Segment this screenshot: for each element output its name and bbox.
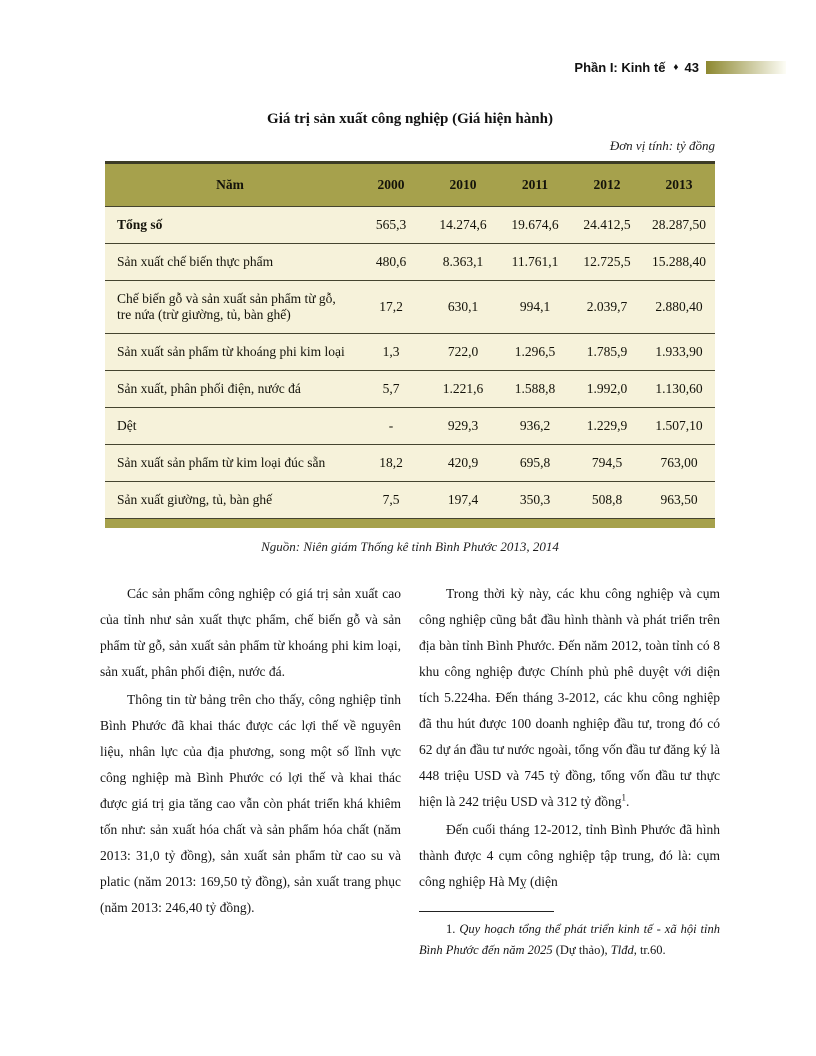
table-row [105,207,715,244]
paragraph: Các sản phẩm công nghiệp có giá trị sản xuất cao của tỉnh như sản xuất thực phẩm, chế biến gỗ và sản phẩm từ gỗ, sản xuất sản phẩm từ khoáng phi kim loại, sản xuất, phân phối điện, nước đá. [100,586,401,679]
cell-value: 929,3 [447,418,479,433]
cell-value: 565,3 [375,217,407,232]
section-title: Phần I: Kinh tế [574,60,666,75]
cell-value: 1.588,8 [514,381,556,396]
cell-value: 1.933,90 [655,344,703,359]
table-header-row [105,163,715,207]
running-header [0,0,816,75]
cell-value: 722,0 [447,344,479,359]
table-bottom-bar [105,518,715,528]
col-header-2012: 2012 [593,177,621,192]
table-section [105,111,715,555]
footnote-reference: 1 [621,792,626,803]
row-label: Tổng số [117,217,163,232]
footnote-number: 1. [446,922,460,936]
cell-value: 2.880,40 [655,299,703,314]
cell-value: 24.412,5 [583,217,631,232]
paragraph: Đến cuối tháng 12-2012, tỉnh Bình Phước đã hình thành được 4 cụm công nghiệp tập trung, đó là: cụm công nghiệp Hà Mỵ (diện [419,822,720,889]
table-row [105,482,715,519]
cell-value: 5,7 [382,381,400,396]
cell-value: 12.725,5 [583,254,631,269]
cell-value: 350,3 [519,492,551,507]
table-row [105,334,715,371]
cell-value: 197,4 [447,492,479,507]
cell-value: 14.274,6 [439,217,487,232]
col-header-2000: 2000 [377,177,405,192]
cell-value: 1.130,60 [655,381,703,396]
col-header-2013: 2013 [665,177,693,192]
right-column [419,581,720,961]
cell-value: 794,5 [591,455,623,470]
table-row [105,281,715,334]
cell-value: 508,8 [591,492,623,507]
cell-value: - [388,418,394,433]
paragraph [419,581,720,815]
row-label: Sản xuất chế biến thực phẩm [117,254,274,269]
cell-value: 19.674,6 [511,217,559,232]
cell-value: 18,2 [379,455,403,470]
footnote-tldd: Tlđd [610,943,634,957]
left-column [100,581,401,961]
table-row [105,408,715,445]
row-label: Sản xuất sản phẩm từ khoáng phi kim loại [117,344,345,359]
table-body [105,207,715,519]
col-header-2011: 2011 [521,177,549,192]
row-label: Sản xuất sản phẩm từ kim loại đúc sẵn [117,455,326,470]
table-title: Giá trị sản xuất công nghiệp (Giá hiện hành) [267,111,553,127]
table-header [105,163,715,207]
cell-value: 963,50 [660,492,698,507]
diamond-icon: ♦ [673,62,679,73]
cell-value: 1.229,9 [586,418,628,433]
cell-value: 28.287,50 [652,217,706,232]
paragraph-text: . [625,794,630,809]
table-source: Nguồn: Niên giám Thống kê tỉnh Bình Phước 2013, 2014 [261,539,559,554]
page-number: 43 [684,60,699,75]
row-label: Chế biến gỗ và sản xuất sản phẩm từ gỗ, tre nứa (trừ giường, tủ, bàn ghế) [117,291,336,322]
footnote-title: Quy hoạch tổng thể phát triển kinh tế - xã hội tỉnh Bình Phước đến năm 2025 [419,922,720,957]
cell-value: 11.761,1 [511,254,559,269]
cell-value: 8.363,1 [442,254,484,269]
footnote-middle: (Dự thảo), [555,943,611,957]
cell-value: 7,5 [382,492,400,507]
table-row [105,445,715,482]
cell-value: 480,6 [375,254,407,269]
footnote-text [419,919,720,961]
cell-value: 695,8 [519,455,551,470]
cell-value: 936,2 [519,418,551,433]
cell-value: 1.296,5 [514,344,556,359]
col-header-2010: 2010 [449,177,477,192]
cell-value: 630,1 [447,299,479,314]
cell-value: 763,00 [660,455,698,470]
table-row [105,371,715,408]
body-text [100,581,720,961]
cell-value: 1.992,0 [586,381,628,396]
paragraph: Thông tin từ bảng trên cho thấy, công nghiệp tỉnh Bình Phước đã khai thác được các lợi thế về nguyên liệu, nhân lực của địa phương, song một số lĩnh vực công nghiệp mà Bình Phước có lợi thế và khai thác được giá trị gia tăng cao vẫn còn phát triển khá khiêm tốn như: sản xuất hóa chất và sản phẩm hóa chất (năm 2013: 31,0 tỷ đồng), sản xuất sản phẩm từ cao su và platic (năm 2013: 169,50 tỷ đồng), sản xuất trang phục (năm 2013: 246,40 tỷ đồng). [100,692,401,915]
cell-value: 1.507,10 [655,418,703,433]
row-label: Dệt [117,418,137,433]
row-label: Sản xuất, phân phối điện, nước đá [117,381,301,396]
cell-value: 1.221,6 [442,381,484,396]
cell-value: 1.785,9 [586,344,628,359]
table-row [105,244,715,281]
cell-value: 1,3 [382,344,400,359]
cell-value: 994,1 [519,299,551,314]
cell-value: 15.288,40 [652,254,706,269]
paragraph-text: Trong thời kỳ này, các khu công nghiệp và cụm công nghiệp cũng bắt đầu hình thành và phát triển trên địa bàn tỉnh Bình Phước. Đến năm 2012, toàn tỉnh có 8 khu công nghiệp được Chính phủ phê duyệt với diện tích 5.224ha. Đến tháng 3-2012, các khu công nghiệp đã thu hút được 100 doanh nghiệp đầu tư, trong đó có 62 dự án đầu tư nước ngoài, tổng vốn đầu tư đăng ký là 448 triệu USD và 745 tỷ đồng, tổng vốn đầu tư thực hiện là 242 triệu USD và 312 tỷ đồng [419,586,720,809]
cell-value: 420,9 [447,455,479,470]
footnote-block [419,911,720,961]
footnote-separator [419,911,554,912]
header-gradient-bar [706,61,786,74]
row-label: Sản xuất giường, tủ, bàn ghế [117,492,273,507]
cell-value: 2.039,7 [586,299,628,314]
industrial-production-table [105,161,715,518]
cell-value: 17,2 [379,299,403,314]
col-header-nam: Năm [216,177,244,192]
footnote-end: , tr.60. [633,943,666,957]
unit-note: Đơn vị tính: tỷ đồng [609,138,715,153]
